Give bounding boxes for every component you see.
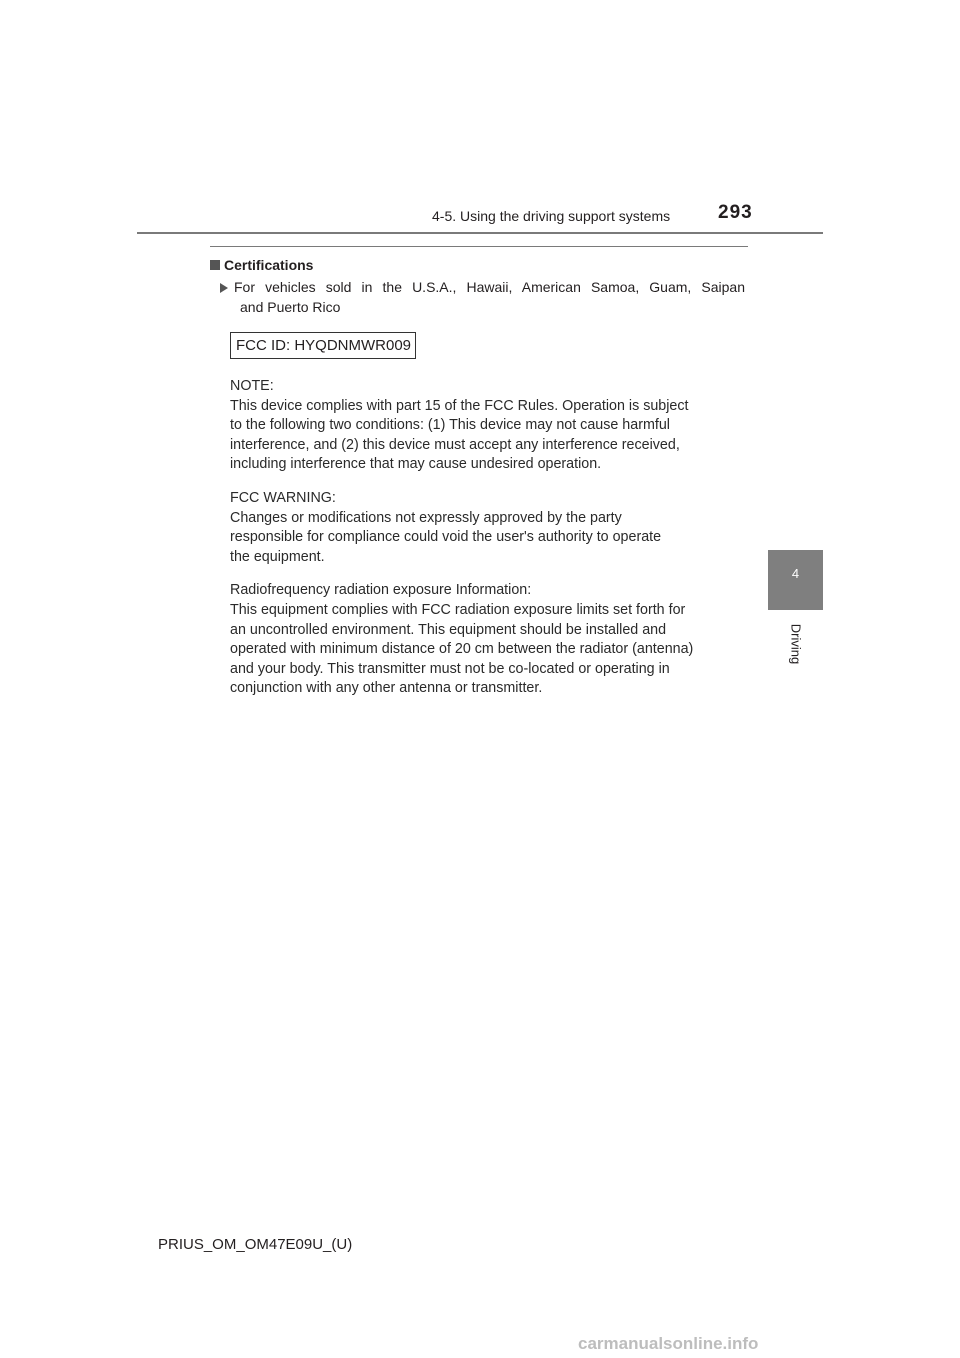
fcc-id-box: FCC ID: HYQDNMWR009 [230, 332, 416, 359]
bullet-text-line1: For vehicles sold in the U.S.A., Hawaii, American Samoa, Guam, Saipan [234, 279, 745, 295]
chapter-number: 4 [791, 566, 800, 581]
square-bullet-icon [210, 260, 220, 270]
triangle-bullet-icon [220, 283, 228, 293]
chapter-label: Driving [788, 623, 804, 665]
section-heading-text: Certifications [224, 257, 314, 273]
watermark-link[interactable]: carmanualsonline.info [578, 1334, 759, 1353]
bullet-text-line2: and Puerto Rico [240, 299, 341, 315]
section-heading [210, 257, 313, 273]
chapter-side-tab [768, 550, 823, 610]
section-rule [210, 246, 748, 247]
warning-paragraph: FCC WARNING: Changes or modifications not expressly approved by the party responsible for compliance could void the user's authority to operate the equipment. [230, 489, 662, 565]
header-rule [137, 232, 823, 234]
note-paragraph: NOTE: This device complies with part 15 of the FCC Rules. Operation is subject to the following two conditions: (1) This device may not cause harmful interference, and (2) this device must accept any interference received, including interference that may cause undesired operation. [230, 378, 689, 473]
radiation-paragraph: Radiofrequency radiation exposure Information: This equipment complies with FCC radiation exposure limits set forth for an uncontrolled environment. This equipment should be installed and operated with minimum distance of 20 cm between the radiator (antenna) and your body. This transmitter must not be co-located or operating in conjunction with any other antenna or transmitter. [230, 582, 694, 697]
bullet-item [220, 277, 745, 297]
fcc-notice-block [230, 377, 750, 713]
chapter-label-wrapper [766, 618, 826, 670]
page-number: 293 [718, 202, 753, 223]
header-section-title: 4-5. Using the driving support systems [432, 208, 671, 224]
footer-doc-code: PRIUS_OM_OM47E09U_(U) [158, 1236, 353, 1253]
